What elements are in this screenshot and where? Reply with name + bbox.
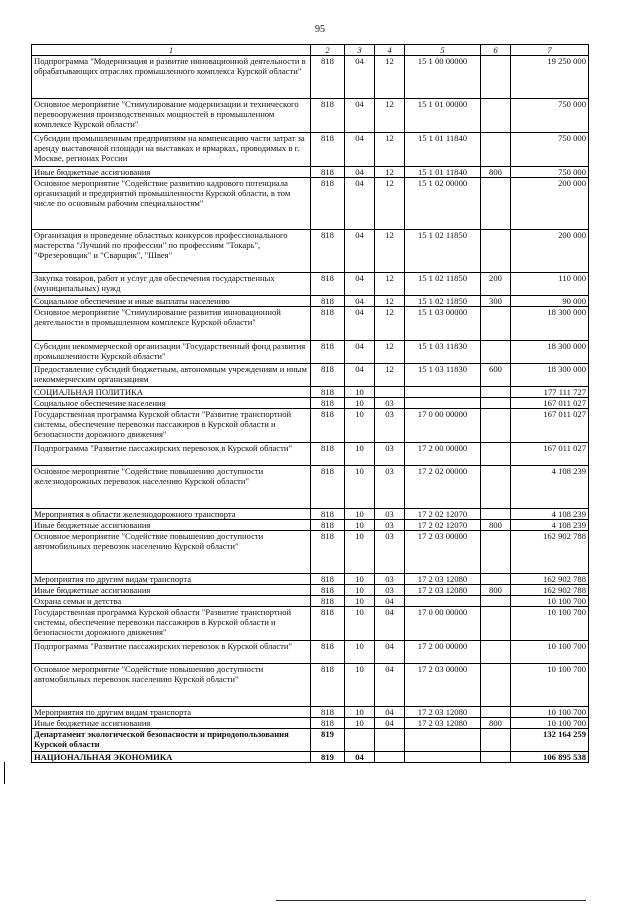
cell-pr: 03 bbox=[375, 466, 405, 509]
cell-name: Основное мероприятие "Стимулирование развития инновационной деятельности в промышленном комплексе Курской области" bbox=[32, 307, 311, 341]
cell-csr: 17 2 03 00000 bbox=[405, 664, 481, 707]
cell-vr: 200 bbox=[481, 273, 511, 296]
cell-rz: 04 bbox=[345, 752, 375, 763]
cell-sum: 10 100 700 bbox=[511, 664, 589, 707]
cell-sum: 167 011 027 bbox=[511, 443, 589, 466]
table-header-row bbox=[32, 45, 589, 56]
cell-csr: 17 2 03 12080 bbox=[405, 718, 481, 729]
cell-rz: 10 bbox=[345, 718, 375, 729]
cell-gr: 818 bbox=[311, 387, 345, 398]
table-row bbox=[32, 664, 589, 707]
table-row bbox=[32, 56, 589, 99]
table-row bbox=[32, 607, 589, 641]
header-col-2: 2 bbox=[311, 45, 345, 56]
cell-rz: 04 bbox=[345, 99, 375, 133]
cell-vr bbox=[481, 531, 511, 574]
cell-csr: 15 1 03 11830 bbox=[405, 364, 481, 387]
cell-vr bbox=[481, 387, 511, 398]
cell-name: Основное мероприятие "Стимулирование модернизации и технического перевооружения производственных мощностей в промышленном комплексе Курской области" bbox=[32, 99, 311, 133]
cell-gr: 818 bbox=[311, 230, 345, 273]
table-row bbox=[32, 443, 589, 466]
cell-vr: 800 bbox=[481, 520, 511, 531]
cell-vr: 800 bbox=[481, 718, 511, 729]
cell-gr: 818 bbox=[311, 466, 345, 509]
cell-vr bbox=[481, 729, 511, 752]
cell-name: СОЦИАЛЬНАЯ ПОЛИТИКА bbox=[32, 387, 311, 398]
cell-gr: 818 bbox=[311, 273, 345, 296]
cell-sum: 18 300 000 bbox=[511, 307, 589, 341]
cell-pr: 12 bbox=[375, 56, 405, 99]
cell-vr bbox=[481, 398, 511, 409]
table-row bbox=[32, 585, 589, 596]
cell-rz: 10 bbox=[345, 641, 375, 664]
cell-name: НАЦИОНАЛЬНАЯ ЭКОНОМИКА bbox=[32, 752, 311, 763]
cell-rz: 04 bbox=[345, 341, 375, 364]
cell-csr: 17 2 02 12070 bbox=[405, 520, 481, 531]
cell-name: Иные бюджетные ассигнования bbox=[32, 585, 311, 596]
cell-csr: 17 2 00 00000 bbox=[405, 443, 481, 466]
cell-pr: 12 bbox=[375, 178, 405, 230]
cell-csr bbox=[405, 596, 481, 607]
cell-csr: 17 2 03 12080 bbox=[405, 574, 481, 585]
header-col-1: 1 bbox=[32, 45, 311, 56]
cell-vr bbox=[481, 307, 511, 341]
table-row bbox=[32, 307, 589, 341]
cell-rz bbox=[345, 729, 375, 752]
cell-csr: 17 0 00 00000 bbox=[405, 409, 481, 443]
cell-sum: 10 100 700 bbox=[511, 596, 589, 607]
cell-csr: 15 1 02 11850 bbox=[405, 273, 481, 296]
cell-pr: 03 bbox=[375, 398, 405, 409]
cell-gr: 818 bbox=[311, 296, 345, 307]
cell-pr bbox=[375, 387, 405, 398]
cell-rz: 10 bbox=[345, 607, 375, 641]
cell-pr: 12 bbox=[375, 167, 405, 178]
table-row bbox=[32, 729, 589, 752]
table-row bbox=[32, 341, 589, 364]
cell-csr: 17 2 02 00000 bbox=[405, 466, 481, 509]
cell-vr bbox=[481, 178, 511, 230]
cell-gr: 818 bbox=[311, 364, 345, 387]
cell-csr bbox=[405, 387, 481, 398]
header-col-3: 3 bbox=[345, 45, 375, 56]
cell-vr: 600 bbox=[481, 364, 511, 387]
cell-sum: 90 000 bbox=[511, 296, 589, 307]
cell-name: Подпрограмма "Развитие пассажирских перевозок в Курской области" bbox=[32, 641, 311, 664]
cell-csr: 15 1 03 00000 bbox=[405, 307, 481, 341]
cell-csr: 15 1 00 00000 bbox=[405, 56, 481, 99]
cell-pr: 04 bbox=[375, 596, 405, 607]
cell-vr bbox=[481, 230, 511, 273]
cell-sum: 132 164 259 bbox=[511, 729, 589, 752]
cell-pr: 12 bbox=[375, 230, 405, 273]
cell-gr: 818 bbox=[311, 56, 345, 99]
cell-vr bbox=[481, 664, 511, 707]
cell-vr bbox=[481, 56, 511, 99]
table-row bbox=[32, 167, 589, 178]
cell-vr bbox=[481, 133, 511, 167]
cell-rz: 10 bbox=[345, 520, 375, 531]
cell-vr bbox=[481, 707, 511, 718]
cell-name: Государственная программа Курской области "Развитие транспортной системы, обеспечение перевозки пассажиров в Курской области и безопасности дорожного движения" bbox=[32, 607, 311, 641]
cell-sum: 167 011 027 bbox=[511, 409, 589, 443]
cell-csr bbox=[405, 398, 481, 409]
cell-pr: 03 bbox=[375, 585, 405, 596]
cell-vr bbox=[481, 607, 511, 641]
cell-sum: 19 250 000 bbox=[511, 56, 589, 99]
table-row bbox=[32, 466, 589, 509]
cell-name: Субсидии некоммерческой организации "Государственный фонд развития промышленности Курской области" bbox=[32, 341, 311, 364]
cell-name: Основное мероприятие "Содействие повышению доступности железнодорожных перевозок населению Курской области" bbox=[32, 466, 311, 509]
cell-csr: 15 1 03 11830 bbox=[405, 341, 481, 364]
cell-pr: 12 bbox=[375, 99, 405, 133]
cell-rz: 10 bbox=[345, 509, 375, 520]
cell-gr: 818 bbox=[311, 133, 345, 167]
cell-gr: 818 bbox=[311, 341, 345, 364]
cell-rz: 10 bbox=[345, 398, 375, 409]
cell-sum: 18 300 000 bbox=[511, 364, 589, 387]
cell-pr: 04 bbox=[375, 664, 405, 707]
cell-rz: 04 bbox=[345, 307, 375, 341]
cell-name: Департамент экологической безопасности и природопользования Курской области bbox=[32, 729, 311, 752]
cell-sum: 10 100 700 bbox=[511, 718, 589, 729]
cell-gr: 818 bbox=[311, 664, 345, 707]
cell-pr: 12 bbox=[375, 364, 405, 387]
cell-rz: 04 bbox=[345, 133, 375, 167]
cell-name: Организация и проведение областных конкурсов профессионального мастерства "Лучший по профессии" по профессиям "Токарь", "Фрезеровщик" и "Сварщик", "Швея" bbox=[32, 230, 311, 273]
table-row bbox=[32, 273, 589, 296]
table-row bbox=[32, 409, 589, 443]
cell-sum: 110 000 bbox=[511, 273, 589, 296]
budget-table bbox=[31, 44, 589, 763]
cell-vr: 300 bbox=[481, 296, 511, 307]
cell-rz: 10 bbox=[345, 664, 375, 707]
table-row bbox=[32, 230, 589, 273]
cell-pr: 03 bbox=[375, 409, 405, 443]
cell-name: Подпрограмма "Модернизация и развитие инновационной деятельности в обрабатывающих отраслях промышленного комплекса Курской области" bbox=[32, 56, 311, 99]
cell-name: Социальное обеспечение и иные выплаты населению bbox=[32, 296, 311, 307]
cell-rz: 04 bbox=[345, 167, 375, 178]
cell-pr: 04 bbox=[375, 607, 405, 641]
cell-pr: 03 bbox=[375, 520, 405, 531]
header-col-4: 4 bbox=[375, 45, 405, 56]
cell-vr: 800 bbox=[481, 585, 511, 596]
cell-name: Основное мероприятие "Содействие развитию кадрового потенциала организаций и предприятий промышленности Курской области, в том числе по основным рабочим специальностям" bbox=[32, 178, 311, 230]
cell-rz: 04 bbox=[345, 56, 375, 99]
cell-name: Основное мероприятие "Содействие повышению доступности автомобильных перевозок населению Курской области" bbox=[32, 664, 311, 707]
cell-vr bbox=[481, 99, 511, 133]
cell-sum: 10 100 700 bbox=[511, 607, 589, 641]
cell-name: Государственная программа Курской области "Развитие транспортной системы, обеспечение перевозки пассажиров в Курской области и безопасности дорожного движения" bbox=[32, 409, 311, 443]
cell-csr: 15 1 02 00000 bbox=[405, 178, 481, 230]
cell-rz: 10 bbox=[345, 531, 375, 574]
cell-sum: 10 100 700 bbox=[511, 641, 589, 664]
header-col-6: 6 bbox=[481, 45, 511, 56]
cell-pr: 03 bbox=[375, 443, 405, 466]
header-col-7: 7 bbox=[511, 45, 589, 56]
cell-gr: 818 bbox=[311, 531, 345, 574]
cell-rz: 10 bbox=[345, 409, 375, 443]
cell-pr bbox=[375, 752, 405, 763]
cell-rz: 10 bbox=[345, 443, 375, 466]
cell-csr: 17 2 00 00000 bbox=[405, 641, 481, 664]
cell-sum: 750 000 bbox=[511, 99, 589, 133]
cell-rz: 10 bbox=[345, 466, 375, 509]
header-col-5: 5 bbox=[405, 45, 481, 56]
cell-sum: 4 108 239 bbox=[511, 466, 589, 509]
table-row bbox=[32, 178, 589, 230]
table-row bbox=[32, 574, 589, 585]
cell-rz: 10 bbox=[345, 387, 375, 398]
table-row bbox=[32, 718, 589, 729]
cell-vr bbox=[481, 752, 511, 763]
cell-csr: 15 1 01 11840 bbox=[405, 133, 481, 167]
cell-name: Закупка товаров, работ и услуг для обеспечения государственных (муниципальных) нужд bbox=[32, 273, 311, 296]
cell-rz: 04 bbox=[345, 296, 375, 307]
cell-sum: 167 011 027 bbox=[511, 398, 589, 409]
cell-gr: 818 bbox=[311, 307, 345, 341]
table-row bbox=[32, 752, 589, 763]
cell-pr bbox=[375, 729, 405, 752]
cell-name: Иные бюджетные ассигнования bbox=[32, 167, 311, 178]
margin-mark bbox=[4, 762, 5, 784]
cell-pr: 12 bbox=[375, 341, 405, 364]
cell-sum: 10 100 700 bbox=[511, 707, 589, 718]
cell-csr: 17 2 03 12080 bbox=[405, 585, 481, 596]
cell-pr: 12 bbox=[375, 273, 405, 296]
cell-csr: 15 1 02 11850 bbox=[405, 296, 481, 307]
cell-gr: 819 bbox=[311, 752, 345, 763]
table-row bbox=[32, 531, 589, 574]
cell-csr: 17 0 00 00000 bbox=[405, 607, 481, 641]
table-row bbox=[32, 296, 589, 307]
cell-gr: 818 bbox=[311, 509, 345, 520]
cell-sum: 4 108 239 bbox=[511, 520, 589, 531]
cell-sum: 200 000 bbox=[511, 178, 589, 230]
cell-pr: 12 bbox=[375, 307, 405, 341]
cell-csr: 17 2 03 00000 bbox=[405, 531, 481, 574]
cell-name: Субсидии промышленным предприятиям на компенсацию части затрат за аренду выставочной площади на выставках и ярмарках, проводимых в г. Москве, регионах России bbox=[32, 133, 311, 167]
cell-gr: 818 bbox=[311, 641, 345, 664]
cell-gr: 818 bbox=[311, 707, 345, 718]
cell-rz: 10 bbox=[345, 707, 375, 718]
cell-sum: 177 111 727 bbox=[511, 387, 589, 398]
cell-gr: 818 bbox=[311, 443, 345, 466]
cell-gr: 818 bbox=[311, 596, 345, 607]
cell-csr: 15 1 02 11850 bbox=[405, 230, 481, 273]
cell-vr bbox=[481, 574, 511, 585]
cell-rz: 04 bbox=[345, 230, 375, 273]
cell-gr: 819 bbox=[311, 729, 345, 752]
cell-sum: 106 895 538 bbox=[511, 752, 589, 763]
cell-vr bbox=[481, 466, 511, 509]
cell-csr bbox=[405, 752, 481, 763]
cell-name: Социальное обеспечение населения bbox=[32, 398, 311, 409]
cell-vr bbox=[481, 443, 511, 466]
cell-gr: 818 bbox=[311, 178, 345, 230]
cell-rz: 10 bbox=[345, 585, 375, 596]
cell-pr: 04 bbox=[375, 641, 405, 664]
cell-pr: 03 bbox=[375, 574, 405, 585]
table-row bbox=[32, 641, 589, 664]
cell-sum: 4 108 239 bbox=[511, 509, 589, 520]
cell-sum: 162 902 788 bbox=[511, 574, 589, 585]
cell-rz: 10 bbox=[345, 596, 375, 607]
table-row bbox=[32, 509, 589, 520]
cell-csr: 17 2 02 12070 bbox=[405, 509, 481, 520]
cell-gr: 818 bbox=[311, 574, 345, 585]
cell-name: Подпрограмма "Развитие пассажирских перевозок в Курской области" bbox=[32, 443, 311, 466]
cell-sum: 750 000 bbox=[511, 133, 589, 167]
cell-pr: 12 bbox=[375, 296, 405, 307]
cell-pr: 12 bbox=[375, 133, 405, 167]
cell-pr: 04 bbox=[375, 707, 405, 718]
cell-vr bbox=[481, 596, 511, 607]
cell-gr: 818 bbox=[311, 585, 345, 596]
cell-csr: 17 2 03 12080 bbox=[405, 707, 481, 718]
cell-sum: 162 902 788 bbox=[511, 531, 589, 574]
cell-gr: 818 bbox=[311, 99, 345, 133]
cell-name: Иные бюджетные ассигнования bbox=[32, 718, 311, 729]
cell-rz: 04 bbox=[345, 178, 375, 230]
cell-vr bbox=[481, 509, 511, 520]
cell-vr bbox=[481, 409, 511, 443]
cell-name: Основное мероприятие "Содействие повышению доступности автомобильных перевозок населению Курской области" bbox=[32, 531, 311, 574]
page-number: 95 bbox=[315, 24, 325, 35]
cell-gr: 818 bbox=[311, 167, 345, 178]
table-row bbox=[32, 398, 589, 409]
cell-pr: 03 bbox=[375, 531, 405, 574]
cell-name: Мероприятия по другим видам транспорта bbox=[32, 574, 311, 585]
cell-vr: 800 bbox=[481, 167, 511, 178]
cell-gr: 818 bbox=[311, 718, 345, 729]
footer-rule bbox=[276, 900, 586, 901]
cell-name: Предоставление субсидий бюджетным, автономным учреждениям и иным некоммерческим организациям bbox=[32, 364, 311, 387]
cell-sum: 162 902 788 bbox=[511, 585, 589, 596]
cell-vr bbox=[481, 641, 511, 664]
cell-csr: 15 1 01 11840 bbox=[405, 167, 481, 178]
cell-name: Мероприятия в области железнодорожного транспорта bbox=[32, 509, 311, 520]
cell-csr: 15 1 01 00000 bbox=[405, 99, 481, 133]
table-row bbox=[32, 707, 589, 718]
cell-rz: 10 bbox=[345, 574, 375, 585]
table-row bbox=[32, 387, 589, 398]
cell-sum: 200 000 bbox=[511, 230, 589, 273]
table-row bbox=[32, 99, 589, 133]
cell-sum: 750 000 bbox=[511, 167, 589, 178]
cell-rz: 04 bbox=[345, 273, 375, 296]
cell-csr bbox=[405, 729, 481, 752]
table-row bbox=[32, 133, 589, 167]
cell-name: Охрана семьи и детства bbox=[32, 596, 311, 607]
cell-pr: 04 bbox=[375, 718, 405, 729]
cell-rz: 04 bbox=[345, 364, 375, 387]
cell-vr bbox=[481, 341, 511, 364]
cell-gr: 818 bbox=[311, 409, 345, 443]
cell-gr: 818 bbox=[311, 520, 345, 531]
table-row bbox=[32, 596, 589, 607]
cell-name: Иные бюджетные ассигнования bbox=[32, 520, 311, 531]
cell-name: Мероприятия по другим видам транспорта bbox=[32, 707, 311, 718]
table-row bbox=[32, 520, 589, 531]
cell-sum: 18 300 000 bbox=[511, 341, 589, 364]
cell-gr: 818 bbox=[311, 398, 345, 409]
cell-pr: 03 bbox=[375, 509, 405, 520]
table-row bbox=[32, 364, 589, 387]
cell-gr: 818 bbox=[311, 607, 345, 641]
